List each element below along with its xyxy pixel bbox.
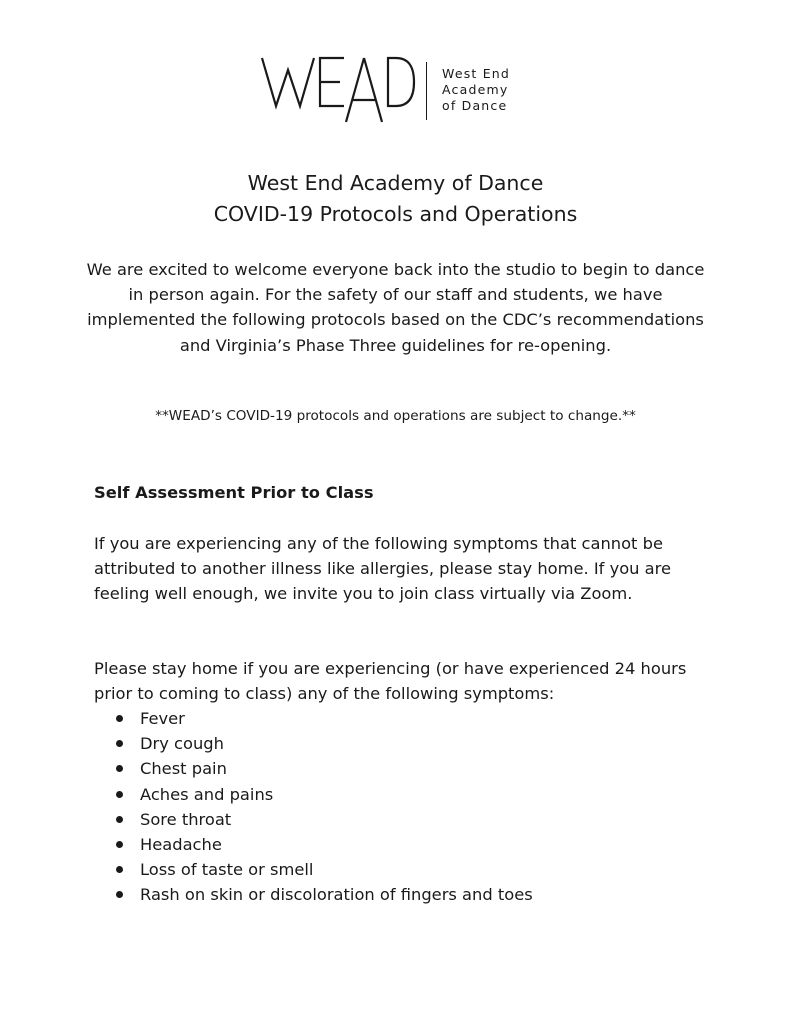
symptom-label: Dry cough <box>140 734 224 754</box>
bullet-icon <box>116 816 123 823</box>
bullet-icon <box>116 891 123 898</box>
stay-home-paragraph: Please stay home if you are experiencing (or have experienced 24 hours prior to coming to class) any of the following symptoms: <box>94 659 687 704</box>
symptom-label: Sore throat <box>140 809 232 829</box>
list-item <box>94 731 533 756</box>
symptom-label: Headache <box>140 835 222 855</box>
bullet-icon <box>116 740 123 747</box>
disclaimer-note: **WEAD’s COVID-19 protocols and operations are subject to change.** <box>155 408 636 424</box>
symptom-label: Rash on skin or discoloration of fingers and toes <box>140 885 533 905</box>
symptom-label: Aches and pains <box>140 784 274 804</box>
list-item <box>94 706 533 731</box>
wead-logo-mark <box>258 52 418 130</box>
logo-tagline-line: Academy <box>442 82 509 97</box>
intro-paragraph: We are excited to welcome everyone back into the studio to begin to dance in person again. For the safety of our staff and students, we have implemented the following protocols based on the CDC’s recommendations and Virginia’s Phase Three guidelines for re-opening. <box>86 260 705 355</box>
list-item <box>94 756 533 781</box>
logo-tagline-line: of Dance <box>442 98 508 113</box>
bullet-icon <box>116 715 123 722</box>
document-subtitle: COVID-19 Protocols and Operations <box>213 202 578 226</box>
wead-logo <box>258 52 528 130</box>
bullet-icon <box>116 866 123 873</box>
list-item <box>94 782 533 807</box>
document-title: West End Academy of Dance <box>247 171 544 195</box>
list-item <box>94 832 533 857</box>
logo-tagline <box>442 66 510 114</box>
list-item <box>94 882 533 907</box>
symptom-label: Fever <box>140 709 185 728</box>
symptom-label: Loss of taste or smell <box>140 860 314 880</box>
symptom-list <box>94 706 533 908</box>
section-heading: Self Assessment Prior to Class <box>94 483 374 502</box>
symptom-guidance-paragraph: If you are experiencing any of the following symptoms that cannot be attributed to another illness like allergies, please stay home. If you are feeling well enough, we invite you to join class virtually via Zoom. <box>94 534 671 604</box>
bullet-icon <box>116 765 123 772</box>
symptom-label: Chest pain <box>140 759 227 779</box>
list-item <box>94 857 533 882</box>
logo-divider <box>426 62 427 120</box>
bullet-icon <box>116 791 123 798</box>
logo-tagline-line: West End <box>442 66 511 81</box>
bullet-icon <box>116 841 123 848</box>
list-item <box>94 807 533 832</box>
